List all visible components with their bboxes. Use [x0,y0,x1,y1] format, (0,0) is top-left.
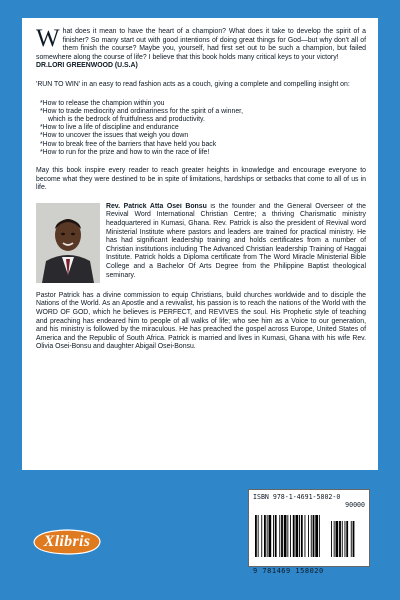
list-item: *How to trade mediocrity and ordinariness for the spirit of a winner, [40,107,243,115]
insight-list [36,100,366,157]
list-item: *How to run for the prize and how to win the race of life! [40,148,210,156]
barcode-digits: 9 781469 158020 [253,567,324,575]
isbn-barcode-box [248,489,370,575]
list-item: *How to uncover the issues that weigh you down [40,132,189,140]
ministry-paragraph: Pastor Patrick has a divine commission to equip Christians, build churches worldwide and to disciple the Nations of the World. As an Apostle and a revivalist, his passion is to reach the nations of the World with the WORD OF GOD, which he believes is PERFECT, and REVIVES the soul. His Prophetic style of teaching and preaching has endeared him to people of all walks of life; who see him as a Voice to our generation, and his ministry is followed by the miraculous. He has preached the gospel across Europe, United States of America and the Republic of South Africa. Patrick is married and lives in Kumasi, Ghana with his wife Rev. Olivia Osei-Bonsu and daughter Abigail Osei-Bonsu. [36,291,366,351]
list-item: *How to live a life of discipline and endurance [40,124,179,132]
author-bio [36,203,366,284]
book-description: 'RUN TO WIN' in an easy to read fashion acts as a couch, giving a complete and compelling insight on: [36,80,350,88]
list-item: which is the bedrock of fruitfulness and productivity. [48,115,205,123]
author-photo [36,203,100,283]
publisher-name: Xlibris [43,533,91,550]
barcode-graphic [253,511,365,563]
author-name: Rev. Patrick Atta Osei Bonsu [106,202,207,210]
endorser-signature: DR.LORI GREENWOOD (U.S.A) [36,62,138,70]
bio-text: is the founder and the General Overseer of the Revival Word International Christian Centre; a thriving Charismatic ministry headquartered in Kumasi, Ghana. Rev. Patrick is also the president of Revival word Ministerial Institute where pastors and leaders are trained for practical ministry. He has had significant leadership training and holds certificates from a number of Christian institutions including The Advanced Christian leadership Training of Haggai Institute. Patrick holds a Diploma certificate from The Word Miracle Ministerial Bible College and a Bachelor Of Arts Degree from the Philippine Baptist theological seminary. [106,202,366,279]
isbn-label: ISBN 978-1-4691-5802-0 [253,493,341,501]
list-item: *How to release the champion within you [40,99,165,107]
endorsement-paragraph [36,25,366,62]
price-code: 90000 [345,501,365,509]
closing-paragraph: May this book inspire every reader to reach greater heights in knowledge and encourage everyone to become what they were destined to be in spite of limitations, hardships or setbacks that come to all of us in life. [36,166,366,192]
publisher-logo [30,527,104,557]
list-item: *How to break free of the barriers that have held you back [40,140,217,148]
drop-cap-letter: W [36,25,60,52]
endorsement-text: hat does it mean to have the heart of a champion? What does it take to develop the spirit of a finisher? So many start out with good intentions of doing great things for God—but why don't all of them finish the course? Maybe you, yourself, had first set out to be such a champion, but failed somewhere along the course of life? I believe that this book holds many critical keys to your victory! [36,28,366,61]
back-cover-text-panel [22,18,378,470]
